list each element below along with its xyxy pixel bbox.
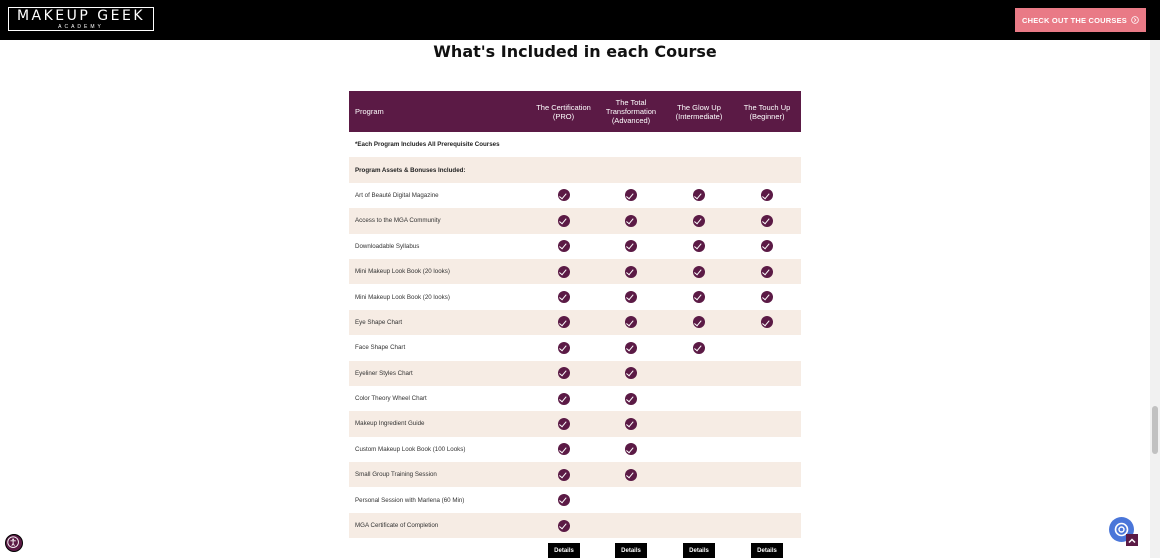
- course-comparison-table: [349, 91, 801, 538]
- check-cell: [665, 335, 733, 360]
- check-cell: [733, 513, 801, 538]
- check-cell: [530, 411, 597, 436]
- page-title: What's Included in each Course: [433, 42, 717, 61]
- column-header: The Touch Up (Beginner): [733, 91, 801, 132]
- table-row: [349, 310, 801, 335]
- check-cell: [530, 208, 597, 233]
- check-cell: [530, 259, 597, 284]
- row-label: Downloadable Syllabus: [355, 242, 420, 250]
- check-circle-icon: [558, 367, 570, 379]
- arrow-circle-icon: [1131, 16, 1139, 24]
- check-cell: [597, 208, 665, 233]
- section-row: [349, 157, 801, 182]
- row-label: Color Theory Wheel Chart: [355, 395, 427, 403]
- table-row: [349, 259, 801, 284]
- check-cell: [665, 386, 733, 411]
- check-cell: [733, 411, 801, 436]
- check-circle-icon: [625, 266, 637, 278]
- check-cell: [665, 208, 733, 233]
- column-header: The Certification (PRO): [530, 91, 597, 132]
- table-header-row: [349, 91, 801, 132]
- row-label: Makeup Ingredient Guide: [349, 411, 530, 436]
- check-circle-icon: [558, 240, 570, 252]
- table-row: [349, 411, 801, 436]
- check-cell: [597, 183, 665, 208]
- check-circle-icon: [625, 189, 637, 201]
- check-cell: [597, 335, 665, 360]
- check-cell: [665, 234, 733, 259]
- row-label: Mini Makeup Look Book (20 looks): [349, 259, 530, 284]
- check-circle-icon: [761, 189, 773, 201]
- column-header: Program: [349, 91, 530, 132]
- check-cell: [530, 234, 597, 259]
- row-label: Access to the MGA Community: [349, 208, 530, 233]
- check-cell: [733, 361, 801, 386]
- check-circle-icon: [761, 316, 773, 328]
- accessibility-glyph: [6, 535, 22, 551]
- check-cell: [530, 437, 597, 462]
- row-label: Face Shape Chart: [355, 344, 406, 352]
- check-cell: [597, 310, 665, 335]
- column-header: The Total Transformation (Advanced): [597, 91, 665, 132]
- top-bar: [0, 0, 1160, 40]
- makeup-geek-logo[interactable]: [8, 7, 154, 31]
- check-cell: [665, 361, 733, 386]
- row-label: Eye Shape Chart: [349, 310, 530, 335]
- check-cell: [597, 234, 665, 259]
- table-row: [349, 361, 801, 386]
- check-cell: [733, 462, 801, 487]
- logo-subtext: ACADEMY: [58, 24, 104, 30]
- check-cell: [530, 361, 597, 386]
- row-label: Small Group Training Session: [349, 462, 530, 487]
- check-cell: [733, 310, 801, 335]
- check-cell: [665, 183, 733, 208]
- check-cell: [665, 462, 733, 487]
- check-circle-icon: [558, 393, 570, 405]
- cta-label: CHECK OUT THE COURSES: [1021, 15, 1128, 25]
- check-cell: [733, 335, 801, 360]
- check-cell: [733, 386, 801, 411]
- check-circle-icon: [625, 215, 637, 227]
- check-cell: [597, 361, 665, 386]
- row-label: Mini Makeup Look Book (20 looks): [355, 293, 450, 301]
- check-circle-icon: [558, 189, 570, 201]
- check-circle-icon: [625, 469, 637, 481]
- check-circle-icon: [761, 215, 773, 227]
- check-circle-icon: [761, 240, 773, 252]
- check-cell: [530, 462, 597, 487]
- check-circle-icon: [558, 443, 570, 455]
- table-row: [349, 487, 801, 512]
- table-row: [349, 462, 801, 487]
- details-button-glow-up[interactable]: Details: [683, 543, 715, 558]
- details-button-certification[interactable]: Details: [548, 543, 580, 558]
- check-cell: [665, 411, 733, 436]
- back-to-top-button[interactable]: [1126, 534, 1138, 546]
- check-cell: [665, 487, 733, 512]
- check-out-courses-button[interactable]: [1015, 8, 1146, 32]
- check-cell: [530, 513, 597, 538]
- check-circle-icon: [761, 291, 773, 303]
- prerequisite-note: *Each Program Includes All Prerequisite Courses: [355, 141, 500, 149]
- check-circle-icon: [558, 418, 570, 430]
- check-cell: [733, 487, 801, 512]
- check-cell: [597, 513, 665, 538]
- check-circle-icon: [693, 266, 705, 278]
- check-circle-icon: [693, 215, 705, 227]
- accessibility-icon[interactable]: [5, 534, 23, 552]
- table-row: [349, 437, 801, 462]
- check-cell: [530, 284, 597, 309]
- check-circle-icon: [558, 291, 570, 303]
- check-cell: [733, 437, 801, 462]
- logo-text: MAKEUP GEEK: [16, 8, 146, 24]
- check-circle-icon: [625, 418, 637, 430]
- check-circle-icon: [693, 342, 705, 354]
- table-row: [349, 335, 801, 360]
- check-circle-icon: [558, 494, 570, 506]
- check-cell: [530, 183, 597, 208]
- check-circle-icon: [558, 266, 570, 278]
- check-cell: [733, 208, 801, 233]
- table-row: [349, 234, 801, 259]
- check-circle-icon: [625, 291, 637, 303]
- check-circle-icon: [693, 316, 705, 328]
- table-row: [349, 284, 801, 309]
- check-circle-icon: [693, 291, 705, 303]
- check-circle-icon: [558, 469, 570, 481]
- check-cell: [597, 462, 665, 487]
- table-row: [349, 513, 801, 538]
- table-row: [349, 208, 801, 233]
- check-cell: [733, 183, 801, 208]
- check-circle-icon: [558, 316, 570, 328]
- details-button-total-transformation[interactable]: Details: [615, 543, 647, 558]
- check-circle-icon: [625, 393, 637, 405]
- check-cell: [733, 259, 801, 284]
- check-cell: [665, 310, 733, 335]
- row-label: Personal Session with Marlena (60 Min): [355, 496, 465, 504]
- check-cell: [597, 437, 665, 462]
- check-cell: [597, 487, 665, 512]
- check-circle-icon: [625, 316, 637, 328]
- check-cell: [530, 487, 597, 512]
- check-circle-icon: [625, 342, 637, 354]
- check-cell: [665, 513, 733, 538]
- check-circle-icon: [558, 342, 570, 354]
- check-circle-icon: [625, 240, 637, 252]
- row-label: Eyeliner Styles Chart: [349, 361, 530, 386]
- check-cell: [665, 259, 733, 284]
- check-cell: [733, 284, 801, 309]
- scrollbar-track[interactable]: [1150, 40, 1160, 558]
- check-cell: [597, 386, 665, 411]
- check-circle-icon: [693, 240, 705, 252]
- row-label: Art of Beauté Digital Magazine: [355, 191, 439, 199]
- check-cell: [597, 259, 665, 284]
- check-cell: [530, 335, 597, 360]
- check-circle-icon: [761, 266, 773, 278]
- check-cell: [530, 386, 597, 411]
- check-cell: [597, 411, 665, 436]
- details-button-touch-up[interactable]: Details: [751, 543, 783, 558]
- check-cell: [597, 284, 665, 309]
- table-row: [349, 386, 801, 411]
- chevron-up-icon: [1126, 535, 1138, 547]
- check-cell: [530, 310, 597, 335]
- scrollbar-thumb[interactable]: [1152, 406, 1158, 454]
- table-row: [349, 183, 801, 208]
- check-cell: [733, 234, 801, 259]
- check-circle-icon: [625, 367, 637, 379]
- note-row: [349, 132, 801, 157]
- check-circle-icon: [558, 520, 570, 532]
- column-header: The Glow Up (Intermediate): [665, 91, 733, 132]
- check-circle-icon: [625, 443, 637, 455]
- check-circle-icon: [693, 189, 705, 201]
- check-cell: [665, 437, 733, 462]
- section-label: Program Assets & Bonuses Included:: [349, 157, 801, 182]
- row-label: MGA Certificate of Completion: [349, 513, 530, 538]
- check-cell: [665, 284, 733, 309]
- row-label: Custom Makeup Look Book (100 Looks): [355, 445, 466, 453]
- check-circle-icon: [558, 215, 570, 227]
